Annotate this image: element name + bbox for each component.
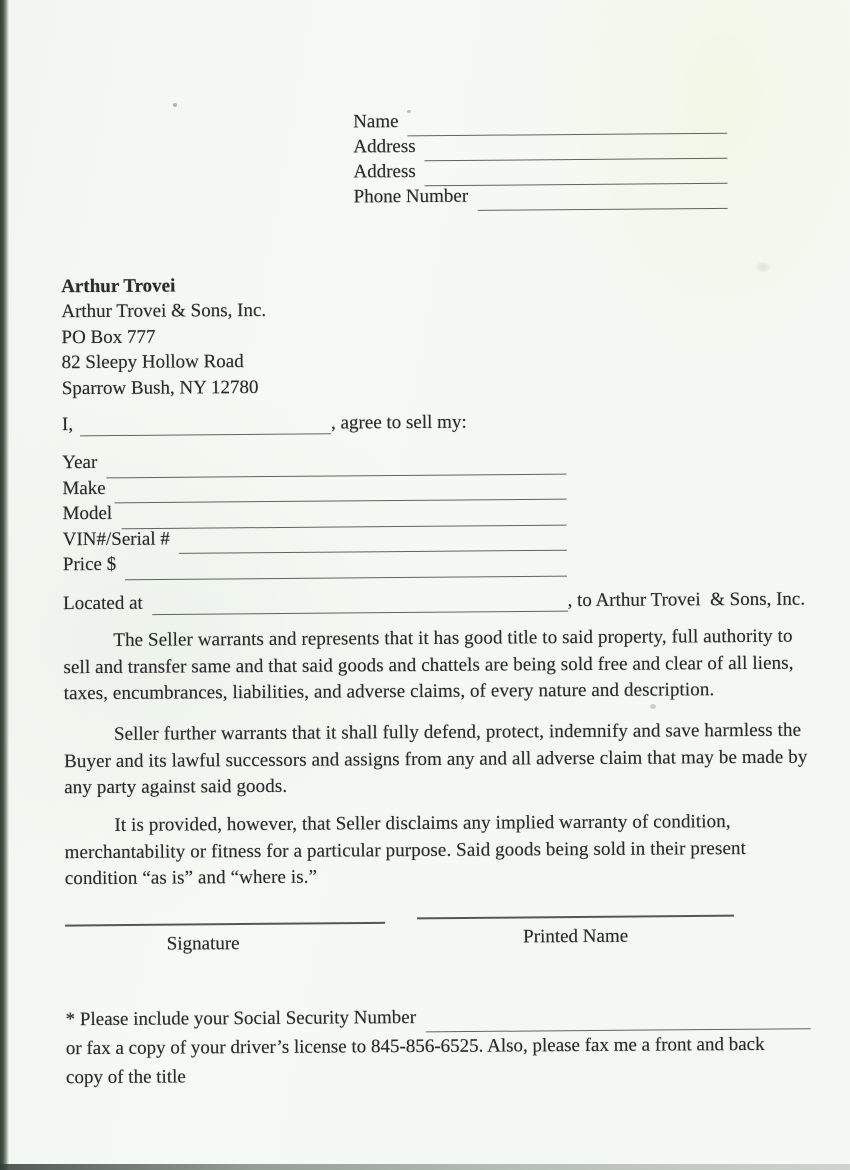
phone-input-line[interactable] xyxy=(477,191,728,211)
agreement-line xyxy=(62,411,582,436)
seller-company: Arthur Trovei & Sons, Inc. xyxy=(61,300,267,323)
address1-field-row xyxy=(353,134,727,161)
vin-serial-input-line[interactable] xyxy=(179,533,567,554)
price-input-line[interactable] xyxy=(125,559,567,581)
make-field-row xyxy=(62,475,566,504)
signature-label: Signature xyxy=(166,933,240,955)
scan-speck xyxy=(173,103,177,107)
ssn-note-prefix: * Please include your Social Security Number xyxy=(65,1007,417,1031)
price-field-label: Price $ xyxy=(62,554,117,576)
scan-speck xyxy=(650,704,656,709)
scanner-edge-bottom xyxy=(0,1164,850,1170)
name-field-label: Name xyxy=(353,111,399,133)
recipient-contact-block xyxy=(353,109,728,211)
scan-smudge xyxy=(756,262,770,272)
year-field-row xyxy=(62,449,566,478)
seller-name-input-line[interactable] xyxy=(80,416,331,436)
fax-note-line: or fax a copy of your driver’s license to 845-856-6525. Also, please fax me a front and back xyxy=(65,1033,765,1060)
address2-field-row xyxy=(353,159,727,186)
vin-serial-field-row xyxy=(63,526,567,555)
located-at-line xyxy=(63,589,805,616)
located-at-suffix: , to Arthur Trovei & Sons, Inc. xyxy=(567,588,806,612)
signature-input-line[interactable] xyxy=(65,922,385,927)
model-input-line[interactable] xyxy=(121,507,567,529)
year-input-line[interactable] xyxy=(106,456,566,478)
seller-address-block xyxy=(61,273,267,401)
warranty-paragraph-as-is: It is provided, however, that Seller disclaims any implied warranty of condition, merchantability or fitness for a particular purpose. Said goods being sold in their present condition “as is” and “where is.” xyxy=(64,811,747,890)
address2-field-label: Address xyxy=(353,161,416,183)
year-field-label: Year xyxy=(62,451,98,474)
scan-speck xyxy=(407,110,411,113)
ssn-input-line[interactable] xyxy=(426,1011,811,1032)
make-field-label: Make xyxy=(62,477,106,499)
address2-input-line[interactable] xyxy=(425,166,728,186)
title-copy-note-line: copy of the title xyxy=(65,1066,186,1089)
name-field-row xyxy=(353,109,727,136)
scanner-edge-left xyxy=(0,0,9,1170)
seller-street: 82 Sleepy Hollow Road xyxy=(61,351,244,374)
printed-name-label: Printed Name xyxy=(523,925,629,948)
item-fields-block xyxy=(62,449,567,580)
printed-name-input-line[interactable] xyxy=(417,915,734,920)
phone-field-label: Phone Number xyxy=(353,185,469,208)
model-field-row xyxy=(62,500,566,529)
footer-note xyxy=(66,1001,812,1093)
location-input-line[interactable] xyxy=(152,594,568,615)
seller-name: Arthur Trovei xyxy=(61,275,176,298)
agreement-suffix: , agree to sell my: xyxy=(331,411,467,434)
printed-name-field-group xyxy=(417,915,734,949)
located-at-prefix: Located at xyxy=(63,592,143,615)
price-field-row xyxy=(63,551,567,580)
address1-input-line[interactable] xyxy=(425,141,728,161)
vin-serial-field-label: VIN#/Serial # xyxy=(62,528,170,550)
ssn-field-row xyxy=(66,1001,811,1035)
name-input-line[interactable] xyxy=(408,116,728,137)
seller-po-box: PO Box 777 xyxy=(61,326,156,348)
signature-field-group xyxy=(65,922,385,956)
address1-field-label: Address xyxy=(353,136,416,158)
model-field-label: Model xyxy=(62,503,113,525)
warranty-paragraph-defend: Seller further warrants that it shall fully defend, protect, indemnify and save harmless the Buyer and its lawful successors and assigns from any and all adverse claim that may be made by any party against said goods. xyxy=(64,719,808,799)
warranty-paragraph-title: The Seller warrants and represents that it has good title to said property, full authority to sell and transfer same and that said goods and chattels are being sold free and clear of all liens, taxes, encumbrances, liabilities, and adverse claims, of every nature and description. xyxy=(63,625,794,705)
phone-field-row xyxy=(354,184,728,211)
seller-city-state-zip: Sparrow Bush, NY 12780 xyxy=(61,376,259,399)
agreement-prefix: I, xyxy=(61,414,74,436)
